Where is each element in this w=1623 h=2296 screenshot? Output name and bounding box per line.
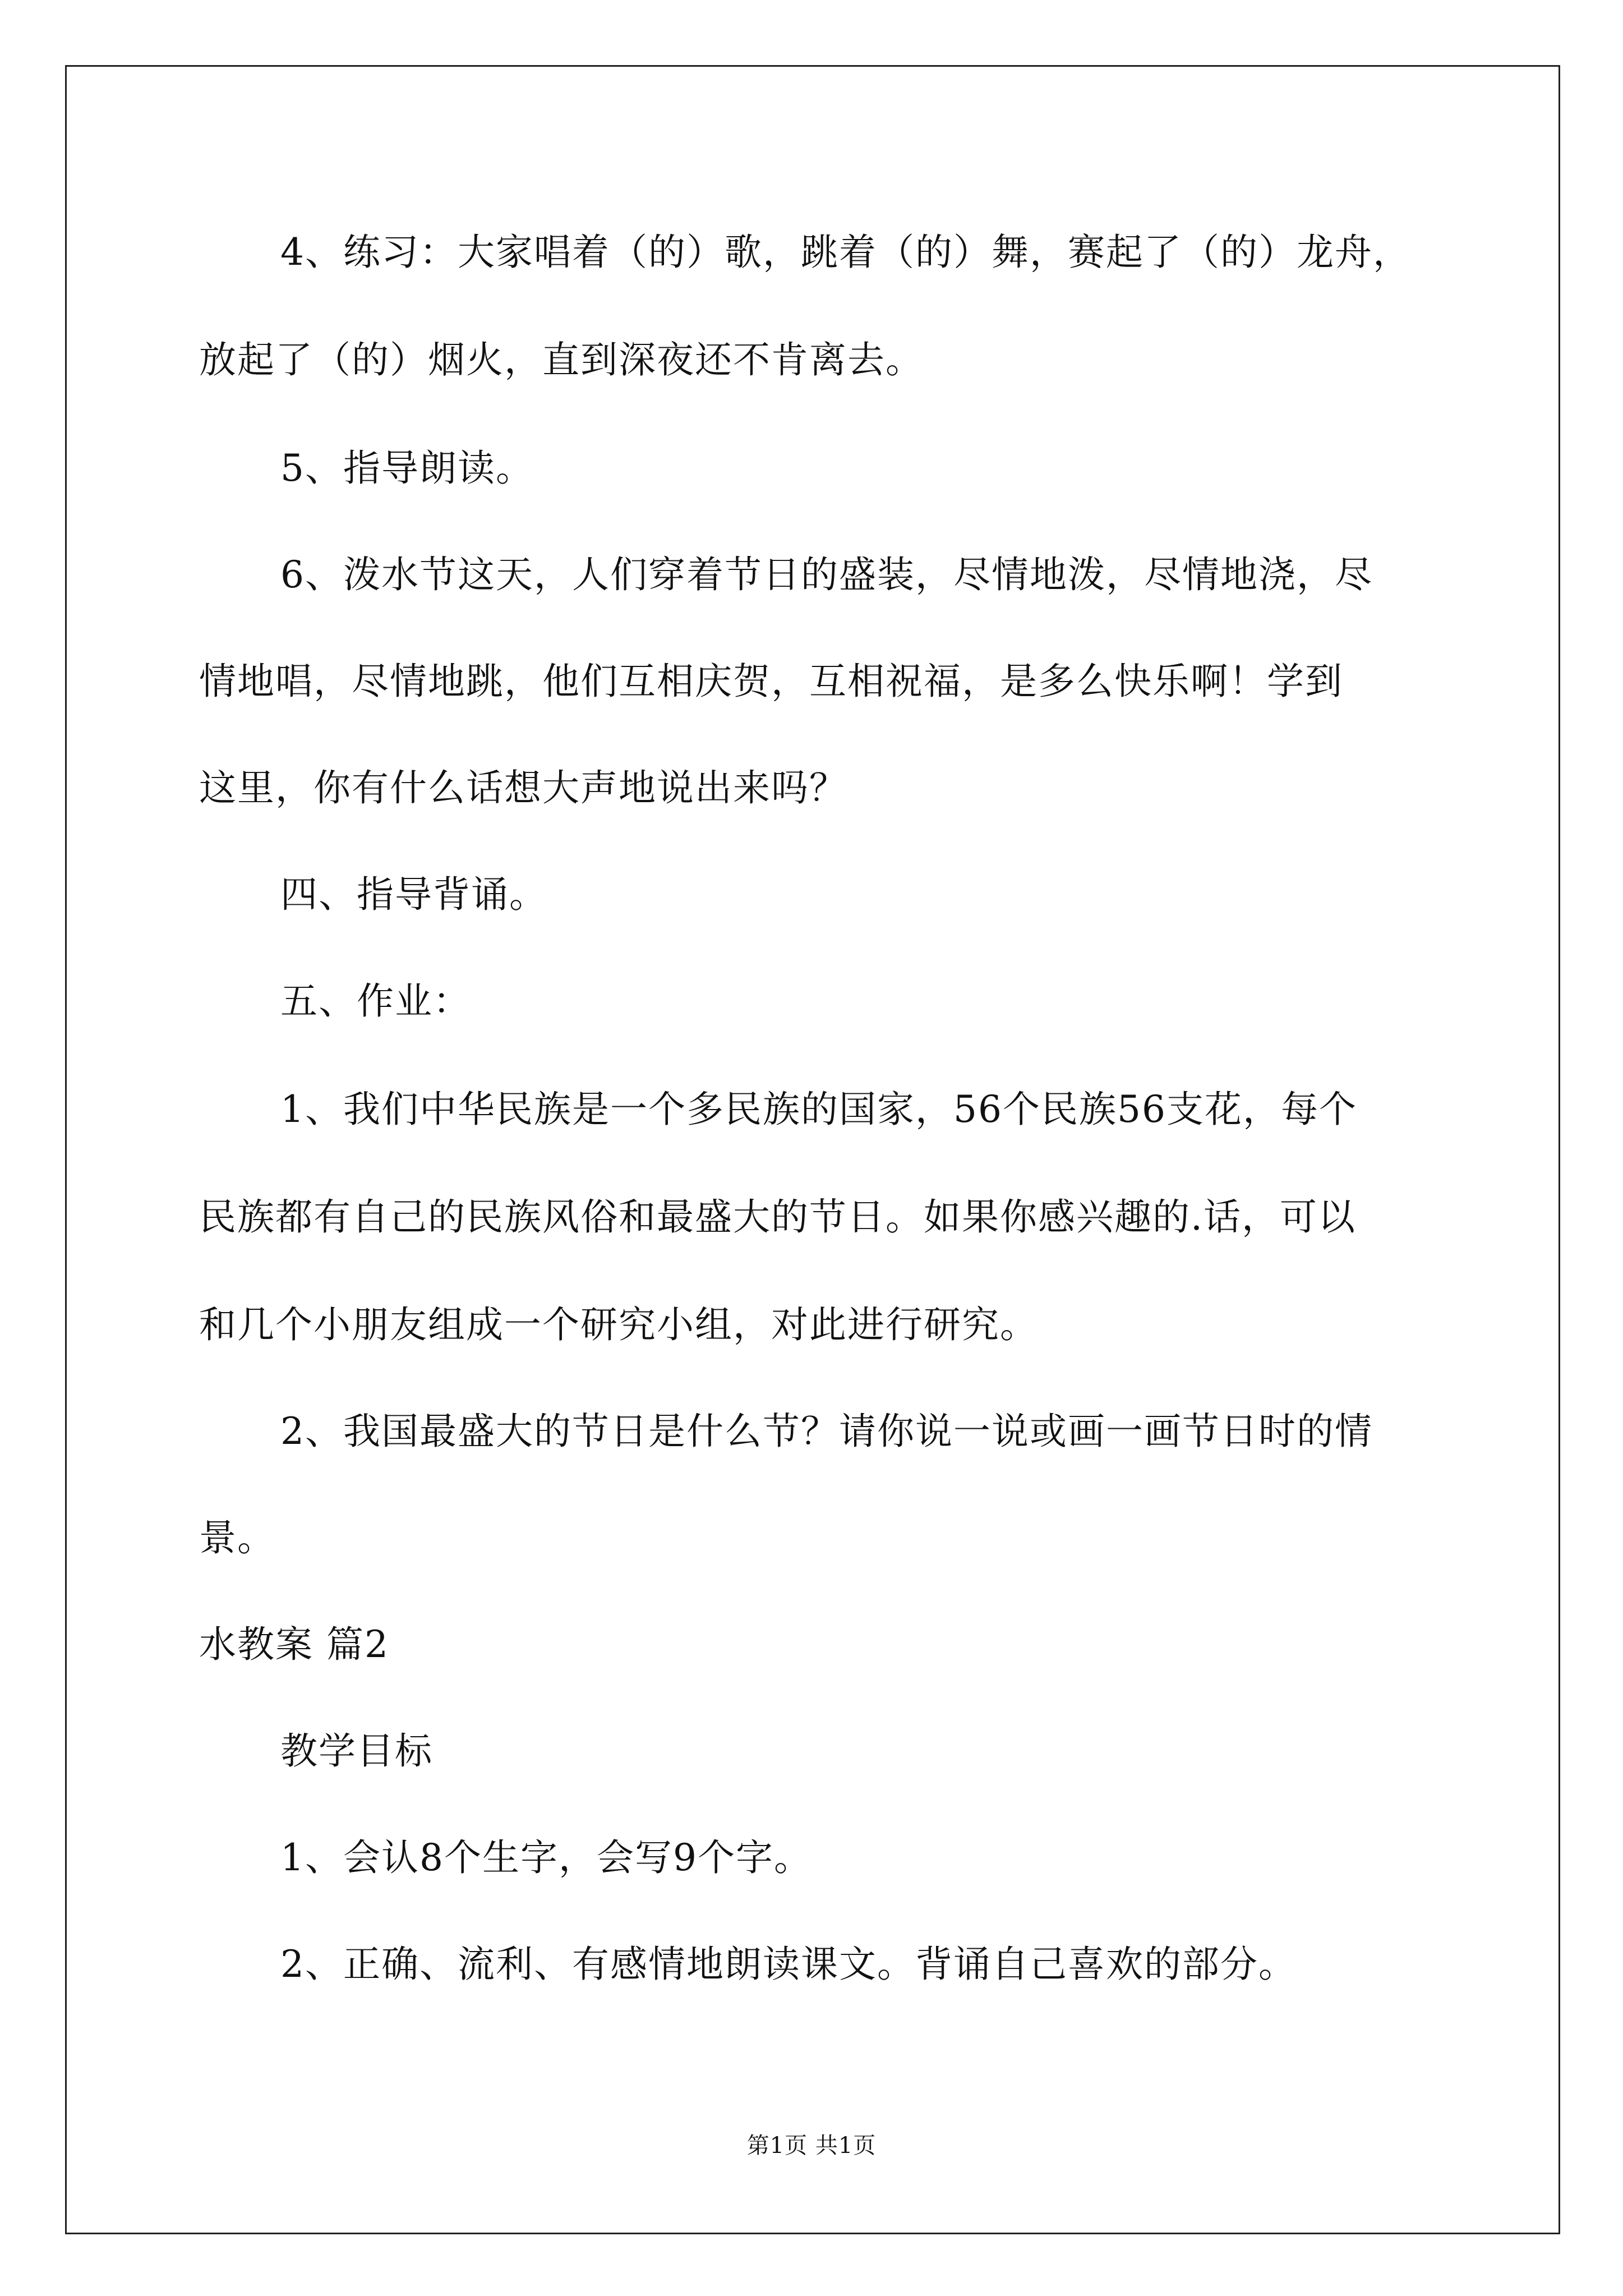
paragraph-line: 五、作业： [280,979,471,1023]
paragraph-line: 四、指导背诵。 [280,873,547,916]
paragraph-line: 和几个小朋友组成一个研究小组，对此进行研究。 [199,1303,1038,1346]
paragraph-line: 1、会认8个生字，会写9个字。 [280,1836,812,1879]
paragraph-line: 2、我国最盛大的节日是什么节？请你说一说或画一画节日时的情 [280,1410,1373,1453]
paragraph-line: 1、我们中华民族是一个多民族的国家，56个民族56支花，每个 [280,1088,1357,1131]
paragraph-line: 情地唱，尽情地跳，他们互相庆贺，互相祝福，是多么快乐啊！学到 [199,660,1343,703]
paragraph-line: 民族都有自己的民族风俗和最盛大的节日。如果你感兴趣的.话，可以 [199,1195,1356,1239]
section-heading: 水教案 篇2 [199,1623,389,1666]
paragraph-line: 这里，你有什么话想大声地说出来吗？ [199,766,847,809]
paragraph-line: 5、指导朗读。 [280,447,534,490]
paragraph-line: 景。 [199,1516,275,1559]
paragraph-line: 教学目标 [280,1729,433,1773]
page-number-footer: 第1页 共1页 [746,2133,877,2159]
paragraph-line: 6、泼水节这天，人们穿着节日的盛装，尽情地泼，尽情地浇，尽 [280,553,1373,596]
paragraph-line: 2、正确、流利、有感情地朗读课文。背诵自己喜欢的部分。 [280,1943,1297,1986]
page-border [65,65,1560,2234]
paragraph-line: 4、练习：大家唱着（的）歌，跳着（的）舞，赛起了（的）龙舟， [280,231,1411,274]
paragraph-line: 放起了（的）烟火，直到深夜还不肯离去。 [199,338,924,381]
